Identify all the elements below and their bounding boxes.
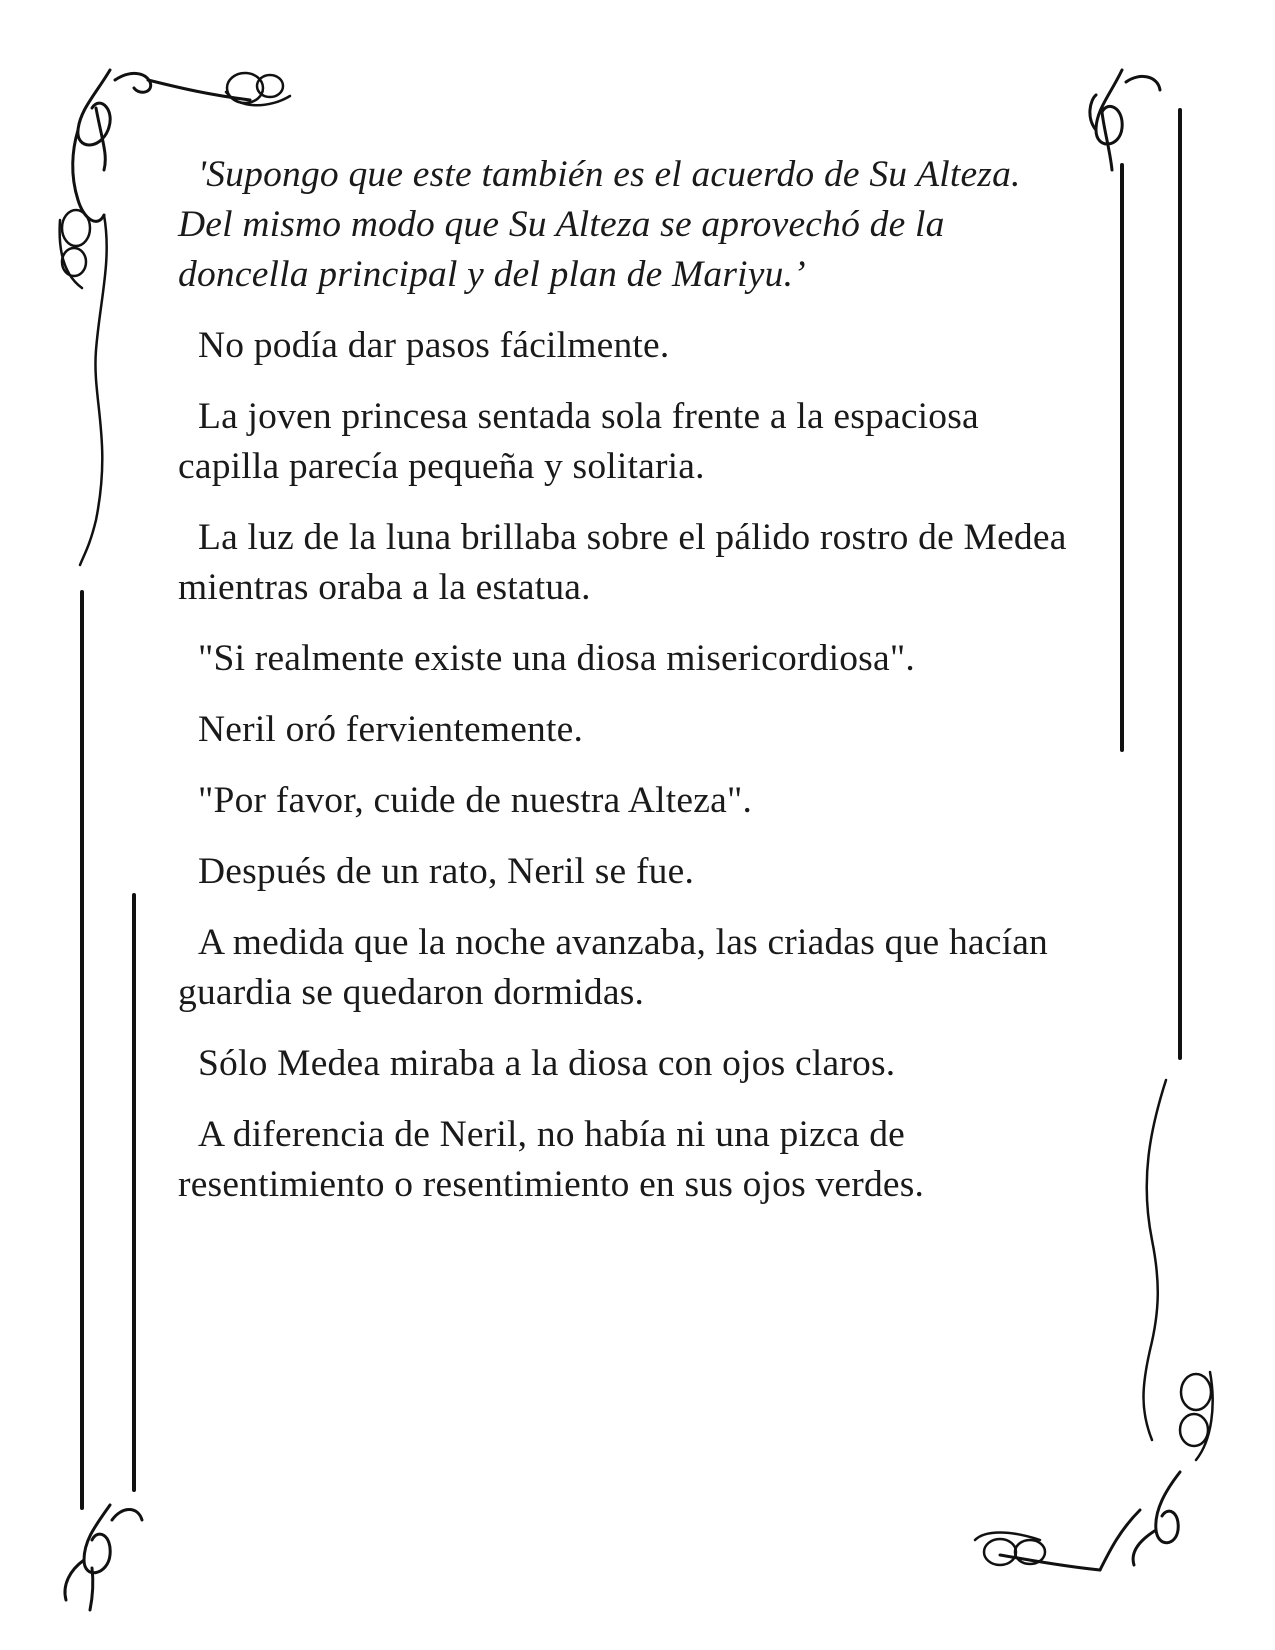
paragraph-thought: 'Supongo que este también es el acuerdo de Su Alteza. Del mismo modo que Su Alteza se aprovechó de la doncella principal y del plan de Mariyu.’ bbox=[178, 154, 1021, 295]
paragraph: La joven princesa sentada sola frente a la espaciosa capilla parecía pequeña y solitaria. bbox=[178, 396, 979, 487]
paragraph: Sólo Medea miraba a la diosa con ojos claros. bbox=[198, 1043, 896, 1084]
paragraph: Neril oró fervientemente. bbox=[198, 709, 584, 750]
paragraph: A medida que la noche avanzaba, las criadas que hacían guardia se quedaron dormidas. bbox=[178, 922, 1048, 1013]
flourish-top-right-icon bbox=[1090, 70, 1160, 170]
paragraph: La luz de la luna brillaba sobre el pálido rostro de Medea mientras oraba a la estatua. bbox=[178, 517, 1067, 608]
swirl-top-left-icon bbox=[226, 73, 290, 105]
paragraph-dialogue: "Si realmente existe una diosa misericordiosa". bbox=[198, 638, 915, 679]
paragraph: No podía dar pasos fácilmente. bbox=[198, 325, 670, 366]
swirl-left-icon bbox=[60, 210, 90, 288]
paragraph-dialogue: "Por favor, cuide de nuestra Alteza". bbox=[198, 780, 753, 821]
flourish-bottom-left-icon bbox=[65, 1505, 142, 1610]
paragraph: A diferencia de Neril, no había ni una pizca de resentimiento o resentimiento en sus ojos verdes. bbox=[178, 1114, 925, 1205]
flourish-bottom-right-icon bbox=[1000, 1472, 1180, 1570]
flourish-right-icon bbox=[1144, 1080, 1167, 1440]
paragraph: Después de un rato, Neril se fue. bbox=[198, 851, 695, 892]
story-text bbox=[178, 150, 1078, 1231]
swirl-right-icon bbox=[1180, 1372, 1213, 1460]
